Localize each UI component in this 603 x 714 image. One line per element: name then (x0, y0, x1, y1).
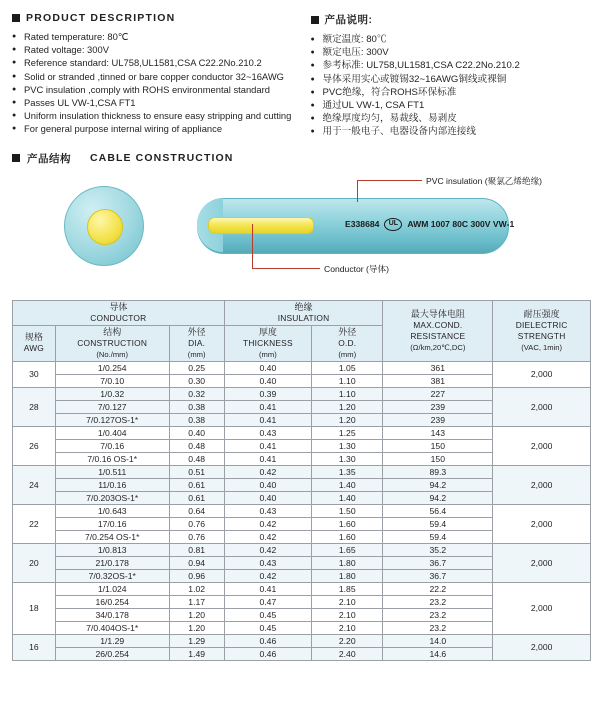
cell-awg: 24 (13, 465, 56, 504)
product-description-heading-cn (311, 12, 592, 27)
cell-dia: 0.38 (169, 400, 224, 413)
list-item: ● Rated temperature: 80℃ (12, 30, 293, 43)
list-item: ● 参考标准: UL758,UL1581,CSA C22.2No.210.2 (311, 59, 592, 72)
cell-thickness: 0.41 (224, 413, 312, 426)
cell-od: 1.85 (312, 582, 383, 595)
cell-thickness: 0.45 (224, 608, 312, 621)
cell-dia: 1.29 (169, 634, 224, 647)
cell-thickness: 0.41 (224, 439, 312, 452)
header-dielectric-en2: STRENGTH (517, 330, 566, 341)
cell-thickness: 0.41 (224, 400, 312, 413)
cell-construction: 1/0.643 (55, 504, 169, 517)
cell-thickness: 0.42 (224, 569, 312, 582)
list-item: ● Passes UL VW-1,CSA FT1 (12, 96, 293, 109)
cell-od: 1.40 (312, 478, 383, 491)
cell-resistance: 36.7 (383, 556, 493, 569)
cell-construction: 7/0.16 OS-1* (55, 452, 169, 465)
insulation-leader-vertical (357, 180, 358, 202)
cell-construction: 7/0.127OS-1* (55, 413, 169, 426)
cell-resistance: 239 (383, 413, 493, 426)
header-conductor-cn: 导体 (109, 301, 128, 312)
cell-resistance: 143 (383, 426, 493, 439)
cell-resistance: 150 (383, 439, 493, 452)
cell-dia: 1.20 (169, 621, 224, 634)
description-section (0, 0, 603, 139)
table-row (13, 465, 591, 478)
cell-dia: 1.02 (169, 582, 224, 595)
header-construction-unit: (No./mm) (96, 349, 129, 359)
conductor-leader-horizontal (252, 268, 320, 269)
cell-dia: 0.96 (169, 569, 224, 582)
cell-od: 1.20 (312, 400, 383, 413)
cell-thickness: 0.39 (224, 387, 312, 400)
cell-resistance: 361 (383, 361, 493, 374)
cell-construction: 1/1.024 (55, 582, 169, 595)
cell-dia: 0.48 (169, 439, 224, 452)
cell-awg: 30 (13, 361, 56, 387)
cell-construction: 17/0.16 (55, 517, 169, 530)
cell-dielectric: 2,000 (493, 465, 591, 504)
cell-od: 2.10 (312, 608, 383, 621)
table-row (13, 361, 591, 374)
cell-construction: 7/0.16 (55, 439, 169, 452)
cell-dielectric: 2,000 (493, 387, 591, 426)
cell-resistance: 59.4 (383, 530, 493, 543)
table-body (13, 361, 591, 660)
cell-od: 1.40 (312, 491, 383, 504)
table-row (13, 426, 591, 439)
cell-thickness: 0.46 (224, 634, 312, 647)
cell-thickness: 0.40 (224, 374, 312, 387)
list-item: ● Rated voltage: 300V (12, 43, 293, 56)
cell-resistance: 14.6 (383, 647, 493, 660)
cable-spec-text: AWM 1007 80C 300V VW-1 (407, 219, 515, 230)
specification-table (12, 300, 591, 661)
cell-thickness: 0.45 (224, 621, 312, 634)
cell-resistance: 56.4 (383, 504, 493, 517)
cell-thickness: 0.42 (224, 465, 312, 478)
cell-construction: 1/1.29 (55, 634, 169, 647)
cable-diagram (12, 172, 591, 290)
file-number: E338684 (345, 219, 380, 230)
cell-thickness: 0.46 (224, 647, 312, 660)
cell-resistance: 14.0 (383, 634, 493, 647)
cell-od: 1.80 (312, 569, 383, 582)
cell-construction: 1/0.813 (55, 543, 169, 556)
cell-od: 2.20 (312, 634, 383, 647)
cell-dia: 1.17 (169, 595, 224, 608)
cell-od: 1.50 (312, 504, 383, 517)
cell-thickness: 0.40 (224, 478, 312, 491)
header-dielectric-en1: DIELECTRIC (515, 319, 568, 330)
header-dielectric-unit: (VAC, 1min) (521, 342, 563, 352)
cell-awg: 16 (13, 634, 56, 660)
header-od-en: O.D. (338, 337, 357, 348)
description-list-cn (311, 33, 592, 139)
header-dia-en: DIA. (188, 337, 206, 348)
cell-construction: 21/0.178 (55, 556, 169, 569)
cell-construction: 1/0.404 (55, 426, 169, 439)
cell-thickness: 0.43 (224, 556, 312, 569)
header-od-cn: 外径 (338, 326, 357, 337)
product-description-heading-en (12, 12, 293, 24)
header-awg-cn: 规格 (24, 332, 43, 343)
cell-dielectric: 2,000 (493, 361, 591, 387)
header-thickness (224, 325, 312, 361)
cell-dielectric: 2,000 (493, 634, 591, 660)
cell-resistance: 239 (383, 400, 493, 413)
list-item: ● 额定温度: 80℃ (311, 33, 592, 46)
cell-thickness: 0.41 (224, 582, 312, 595)
list-item: ● 通过UL VW-1, CSA FT1 (311, 99, 592, 112)
section-title: PRODUCT DESCRIPTION (26, 12, 176, 24)
list-item: ● Uniform insulation thickness to ensure easy stripping and cutting (12, 109, 293, 122)
description-list-en (12, 30, 293, 136)
cell-dia: 0.38 (169, 413, 224, 426)
header-conductor (13, 300, 225, 325)
cell-construction: 7/0.32OS-1* (55, 569, 169, 582)
header-dia-cn: 外径 (187, 326, 206, 337)
header-construction-en: CONSTRUCTION (77, 337, 148, 348)
cell-thickness: 0.42 (224, 517, 312, 530)
cell-od: 1.10 (312, 387, 383, 400)
description-column-en (12, 12, 293, 139)
header-resistance-en1: MAX.COND. (413, 319, 463, 330)
cell-construction: 7/0.254 OS-1* (55, 530, 169, 543)
cell-dia: 0.51 (169, 465, 224, 478)
cell-resistance: 23.2 (383, 621, 493, 634)
cell-od: 1.60 (312, 530, 383, 543)
cell-dia: 1.20 (169, 608, 224, 621)
header-conductor-en: CONDUCTOR (90, 312, 147, 323)
cell-construction: 26/0.254 (55, 647, 169, 660)
table-row (13, 387, 591, 400)
table-row (13, 504, 591, 517)
cable-print-text (345, 218, 514, 231)
header-construction-cn: 结构 (103, 326, 122, 337)
header-thickness-unit: (mm) (259, 349, 277, 359)
list-item: ● 绝缘厚度均匀，易裁线、易剥皮 (311, 112, 592, 125)
list-item: ● 额定电压: 300V (311, 46, 592, 59)
cell-construction: 7/0.404OS-1* (55, 621, 169, 634)
cell-thickness: 0.40 (224, 491, 312, 504)
cell-resistance: 89.3 (383, 465, 493, 478)
cell-dia: 0.76 (169, 530, 224, 543)
cell-thickness: 0.42 (224, 543, 312, 556)
cross-section-insulation (64, 186, 144, 266)
square-bullet-icon (12, 14, 20, 22)
cell-awg: 28 (13, 387, 56, 426)
cell-awg: 20 (13, 543, 56, 582)
cell-od: 2.40 (312, 647, 383, 660)
header-od-unit: (mm) (338, 349, 357, 359)
table-row (13, 582, 591, 595)
header-awg-en: AWG (23, 343, 45, 354)
header-resistance (383, 300, 493, 361)
cell-od: 1.30 (312, 452, 383, 465)
cell-awg: 26 (13, 426, 56, 465)
cell-awg: 22 (13, 504, 56, 543)
cell-resistance: 94.2 (383, 491, 493, 504)
cell-resistance: 381 (383, 374, 493, 387)
cell-dielectric: 2,000 (493, 582, 591, 634)
cell-od: 2.10 (312, 621, 383, 634)
section-title-cn: 产品结构 (27, 152, 71, 165)
header-dia-unit: (mm) (187, 349, 206, 359)
cell-resistance: 150 (383, 452, 493, 465)
cell-dia: 0.25 (169, 361, 224, 374)
list-item: ● PVC insulation ,comply with ROHS environmental standard (12, 83, 293, 96)
cable-construction-heading (12, 151, 591, 166)
list-item: ● 用于一般电子、电器设备内部连接线 (311, 125, 592, 138)
cell-thickness: 0.41 (224, 452, 312, 465)
header-resistance-cn: 最大导体电阻 (410, 308, 465, 319)
header-dielectric-cn: 耐压强度 (523, 308, 560, 319)
cell-construction: 7/0.127 (55, 400, 169, 413)
cell-dia: 0.61 (169, 478, 224, 491)
header-dia (169, 325, 224, 361)
cell-construction: 7/0.10 (55, 374, 169, 387)
cross-section-conductor (87, 209, 123, 245)
cell-thickness: 0.43 (224, 504, 312, 517)
cell-od: 1.65 (312, 543, 383, 556)
cell-construction: 1/0.511 (55, 465, 169, 478)
cell-dielectric: 2,000 (493, 543, 591, 582)
list-item: ● For general purpose internal wiring of appliance (12, 122, 293, 135)
square-bullet-icon (311, 16, 319, 24)
cell-dielectric: 2,000 (493, 426, 591, 465)
header-thickness-en: THICKNESS (243, 337, 293, 348)
cell-dielectric: 2,000 (493, 504, 591, 543)
cable-construction-section (0, 151, 603, 290)
header-resistance-en2: RESISTANCE (410, 330, 466, 341)
header-insulation-cn: 绝缘 (294, 301, 313, 312)
cell-dia: 0.94 (169, 556, 224, 569)
conductor-callout-label: Conductor (导体) (324, 263, 389, 274)
header-awg (13, 325, 56, 361)
header-dielectric (493, 300, 591, 361)
header-insulation-en: INSULATION (277, 312, 330, 323)
cell-dia: 0.40 (169, 426, 224, 439)
cell-construction: 7/0.203OS-1* (55, 491, 169, 504)
cell-dia: 0.61 (169, 491, 224, 504)
cell-resistance: 23.2 (383, 608, 493, 621)
header-thickness-cn: 厚度 (258, 326, 277, 337)
cell-od: 1.10 (312, 374, 383, 387)
list-item: ● 导体采用实心或镀锡32~16AWG铜线或裸铜 (311, 73, 592, 86)
cell-od: 1.05 (312, 361, 383, 374)
header-insulation (224, 300, 383, 325)
cell-resistance: 59.4 (383, 517, 493, 530)
cell-thickness: 0.42 (224, 530, 312, 543)
description-column-cn (311, 12, 592, 139)
cell-od: 1.35 (312, 465, 383, 478)
table-header-group-row (13, 300, 591, 325)
cell-od: 1.60 (312, 517, 383, 530)
cell-dia: 0.64 (169, 504, 224, 517)
cell-thickness: 0.47 (224, 595, 312, 608)
cell-construction: 1/0.32 (55, 387, 169, 400)
cell-resistance: 35.2 (383, 543, 493, 556)
cell-construction: 16/0.254 (55, 595, 169, 608)
list-item: ● Solid or stranded ,tinned or bare copper conductor 32~16AWG (12, 70, 293, 83)
cell-dia: 1.49 (169, 647, 224, 660)
header-construction (55, 325, 169, 361)
table-row (13, 634, 591, 647)
conductor-leader-vertical (252, 224, 253, 268)
cell-resistance: 36.7 (383, 569, 493, 582)
cell-od: 1.80 (312, 556, 383, 569)
cell-resistance: 227 (383, 387, 493, 400)
cell-thickness: 0.40 (224, 361, 312, 374)
cell-dia: 0.32 (169, 387, 224, 400)
cell-dia: 0.81 (169, 543, 224, 556)
section-title: 产品说明: (324, 14, 373, 26)
insulation-leader-horizontal (357, 180, 422, 181)
cell-thickness: 0.43 (224, 426, 312, 439)
cell-resistance: 23.2 (383, 595, 493, 608)
cell-resistance: 94.2 (383, 478, 493, 491)
insulation-callout-label: PVC insulation (聚氯乙烯绝缘) (426, 175, 543, 186)
cell-construction: 1/0.254 (55, 361, 169, 374)
ul-logo-icon: UL (384, 218, 402, 231)
cell-construction: 11/0.16 (55, 478, 169, 491)
list-item: ● Reference standard: UL758,UL1581,CSA C22.2No.210.2 (12, 56, 293, 69)
cell-od: 1.30 (312, 439, 383, 452)
cell-od: 1.25 (312, 426, 383, 439)
cell-od: 2.10 (312, 595, 383, 608)
list-item: ● PVC绝缘，符合ROHS环保标准 (311, 86, 592, 99)
section-title-en: CABLE CONSTRUCTION (90, 152, 234, 165)
cell-dia: 0.48 (169, 452, 224, 465)
header-resistance-unit: (Ω/km,20℃,DC) (410, 342, 466, 352)
table-row (13, 543, 591, 556)
header-od (312, 325, 383, 361)
cell-dia: 0.30 (169, 374, 224, 387)
square-bullet-icon (12, 154, 20, 162)
cell-dia: 0.76 (169, 517, 224, 530)
cell-resistance: 22.2 (383, 582, 493, 595)
cell-construction: 34/0.178 (55, 608, 169, 621)
cell-od: 1.20 (312, 413, 383, 426)
cell-awg: 18 (13, 582, 56, 634)
exposed-conductor (208, 217, 314, 234)
